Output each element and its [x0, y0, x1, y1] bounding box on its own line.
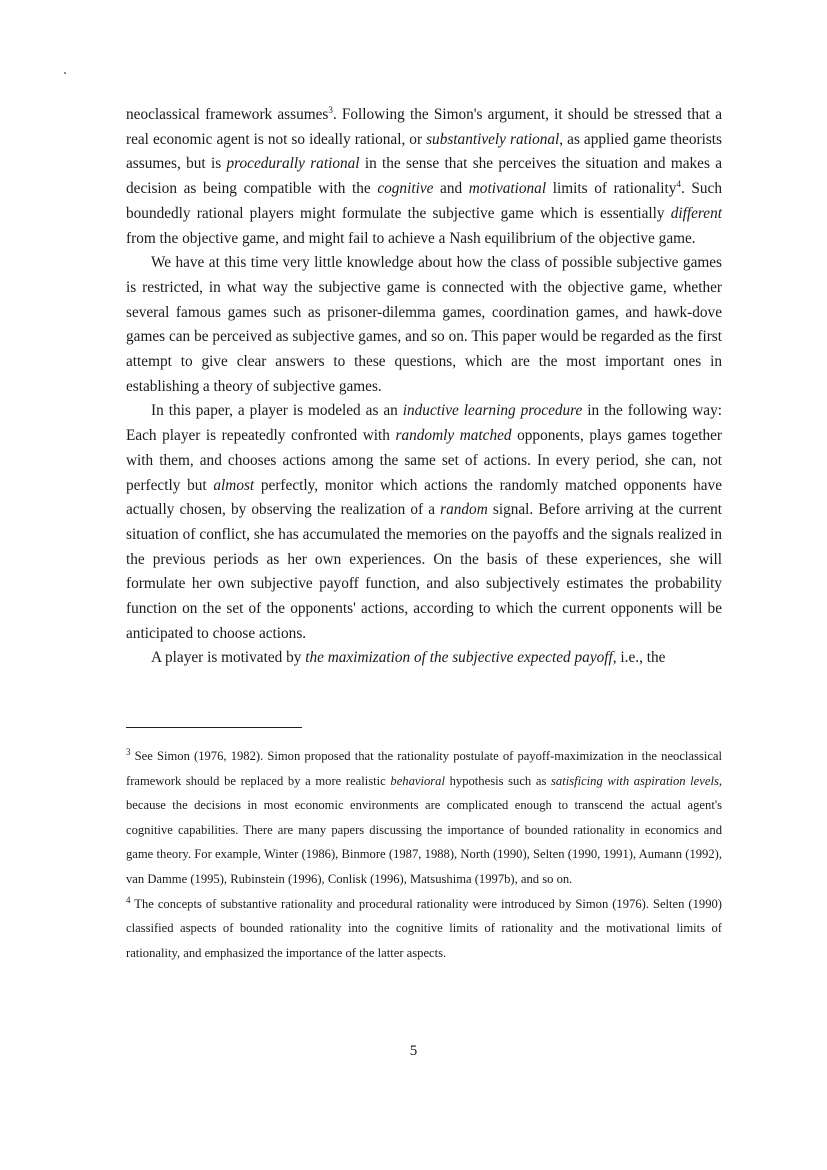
- emphasis: randomly matched: [395, 427, 512, 445]
- text-run: See Simon (1976, 1982). Simon proposed that the rationality postulate of payoff-maximization in the neoclassical framework should be replaced by a more realistic: [126, 749, 722, 788]
- emphasis: substantively rational: [426, 130, 560, 148]
- emphasis: motivational: [468, 180, 547, 198]
- footnote-separator: [126, 727, 302, 728]
- footnote-number: 4: [126, 894, 131, 905]
- emphasis: procedurally rational: [226, 155, 360, 173]
- paragraph-4: [126, 646, 722, 671]
- paragraph-2: We have at this time very little knowledge about how the class of possible subjective games is restricted, in what way the subjective game is connected with the objective game, whether several famous games such as prisoner-dilemma games, coordination games, and hawk-dove games can be perceived as subjective games, and so on. This paper would be regarded as the first attempt to give clear answers to these questions, which are the most important ones in establishing a theory of subjective games.: [126, 254, 722, 395]
- text-run: signal. Before arriving at the current situation of conflict, she has accumulated the memories on the payoffs and the signals realized in the previous periods as her own experiences. On the basis of these experiences, she will formulate her own subjective payoff function, and also subjectively estimates the probability function on the set of the opponents' actions, according to which the current opponents will be anticipated to choose actions.: [126, 501, 722, 642]
- footnote-number: 3: [126, 746, 131, 757]
- emphasis: satisficing with aspiration levels: [551, 773, 719, 788]
- text-run: . Such boundedly rational players might formulate the subjective game which is essentially: [126, 180, 722, 222]
- emphasis: inductive learning procedure: [402, 402, 583, 420]
- emphasis: random: [440, 501, 488, 519]
- text-run: in the sense that she perceives the situation and makes a decision as being compatible with the: [126, 155, 722, 198]
- main-text: [126, 103, 722, 671]
- scan-speck: [64, 72, 66, 74]
- text-run: In this paper, a player is modeled as an: [151, 402, 403, 420]
- text-run: , as applied game theorists assumes, but is: [126, 130, 722, 173]
- text-run: neoclassical framework assumes: [126, 106, 329, 123]
- emphasis: the maximization of the subjective expected payoff: [305, 649, 613, 667]
- footnotes: [126, 744, 722, 965]
- emphasis: different: [670, 204, 722, 222]
- text-run: in the following way: Each player is repeatedly confronted with: [126, 402, 722, 445]
- paragraph-1: [126, 103, 722, 251]
- text-run: opponents, plays games together with them, and chooses actions among the same set of actions. In every period, she can, not perfectly but: [126, 427, 723, 494]
- text-run: , because the decisions in most economic environments are complicated enough to transcend the actual agent's cognitive capabilities. There are many papers discussing the importance of bounded rationality in economics and game theory. For example, Winter (1986), Binmore (1987, 1988), North (1990), Selten (1990, 1991), Aumann (1992), van Damme (1995), Rubinstein (1996), Conlisk (1996), Matsushima (1997b), and so on.: [126, 773, 722, 886]
- footnote-4: [126, 892, 722, 966]
- paragraph-3: [126, 399, 722, 646]
- text-run: , i.e., the: [612, 649, 666, 667]
- emphasis: almost: [213, 476, 255, 494]
- emphasis: behavioral: [390, 773, 445, 788]
- text-run: The concepts of substantive rationality and procedural rationality were introduced by Simon (1976). Selten (1990) classified aspects of bounded rationality into the cognitive limits of rationality and the motivational limits of rationality, and emphasized the importance of the latter aspects.: [126, 896, 722, 960]
- text-run: from the objective game, and might fail to achieve a Nash equilibrium of the objective game.: [126, 229, 696, 247]
- text-run: perfectly, monitor which actions the randomly matched opponents have actually chosen, by observing the realization of a: [126, 476, 722, 519]
- text-run: A player is motivated by: [151, 649, 306, 667]
- footnote-3: [126, 744, 722, 892]
- emphasis: cognitive: [377, 180, 434, 198]
- text-run: hypothesis such as: [444, 773, 551, 788]
- page-number: 5: [409, 1043, 418, 1059]
- footnote-ref-3: 3: [328, 104, 333, 115]
- footnote-ref-4: 4: [676, 179, 681, 190]
- text-run: . Following the Simon's argument, it should be stressed that a real economic agent is not so ideally rational, or: [126, 106, 722, 148]
- text-run: limits of rationality: [546, 180, 677, 198]
- text-run: and: [433, 180, 469, 198]
